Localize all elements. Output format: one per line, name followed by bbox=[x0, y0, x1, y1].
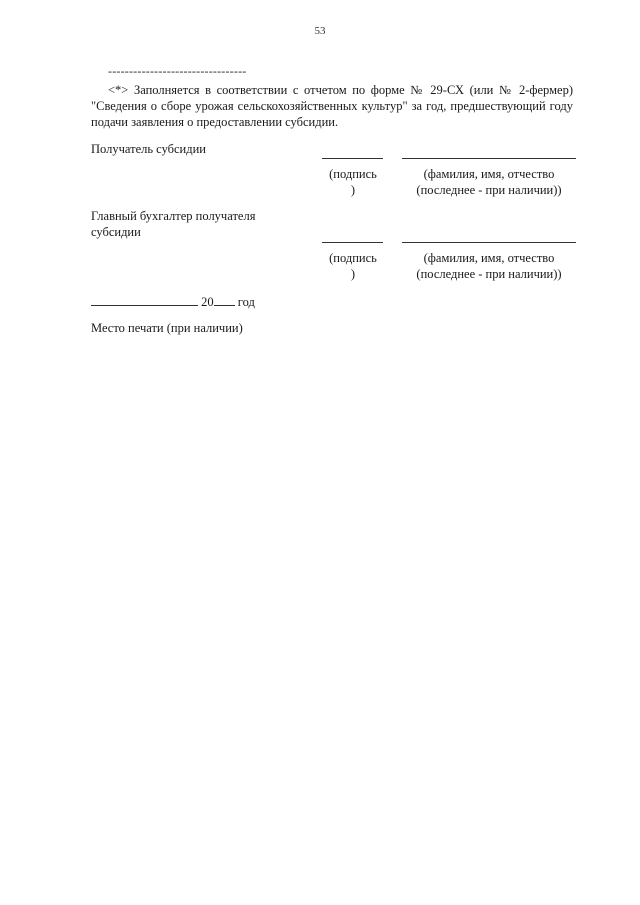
year-blank-line bbox=[214, 293, 235, 306]
accountant-signature-caption-line1: (подпись bbox=[329, 251, 377, 265]
recipient-name-line bbox=[402, 158, 576, 159]
accountant-name-line bbox=[402, 242, 576, 243]
recipient-name-caption bbox=[398, 166, 580, 198]
recipient-signature-caption bbox=[318, 166, 388, 198]
accountant-name-caption-line1: (фамилия, имя, отчество bbox=[423, 251, 555, 265]
footnote-separator: --------------------------------- bbox=[108, 64, 247, 78]
date-line bbox=[91, 293, 255, 310]
recipient-signature-line bbox=[322, 158, 383, 159]
accountant-label bbox=[91, 208, 255, 240]
date-year-suffix: год bbox=[237, 295, 255, 309]
accountant-label-line2: субсидии bbox=[91, 225, 141, 239]
footnote-text: <*> Заполняется в соответствии с отчетом по форме № 29-СХ (или № 2-фермер) "Сведения о сборе урожая сельскохозяйственных культур" за год, предшествующий году подачи заявления о предоставлении субсидии. bbox=[91, 83, 573, 129]
accountant-signature-caption bbox=[318, 250, 388, 282]
accountant-name-caption-line2: (последнее - при наличии)) bbox=[416, 267, 562, 281]
accountant-signature-caption-line2: ) bbox=[350, 267, 356, 281]
stamp-place-label: Место печати (при наличии) bbox=[91, 321, 243, 335]
accountant-signature-line bbox=[322, 242, 383, 243]
date-year-prefix: 20 bbox=[201, 295, 214, 309]
accountant-name-caption bbox=[398, 250, 580, 282]
recipient-signature-caption-line1: (подпись bbox=[329, 167, 377, 181]
recipient-signature-caption-line2: ) bbox=[350, 183, 356, 197]
date-blank-line bbox=[91, 293, 198, 306]
page-number: 53 bbox=[314, 25, 326, 37]
recipient-label: Получатель субсидии bbox=[91, 142, 206, 156]
recipient-name-caption-line2: (последнее - при наличии)) bbox=[416, 183, 562, 197]
accountant-label-line1: Главный бухгалтер получателя bbox=[91, 209, 256, 223]
recipient-name-caption-line1: (фамилия, имя, отчество bbox=[423, 167, 555, 181]
